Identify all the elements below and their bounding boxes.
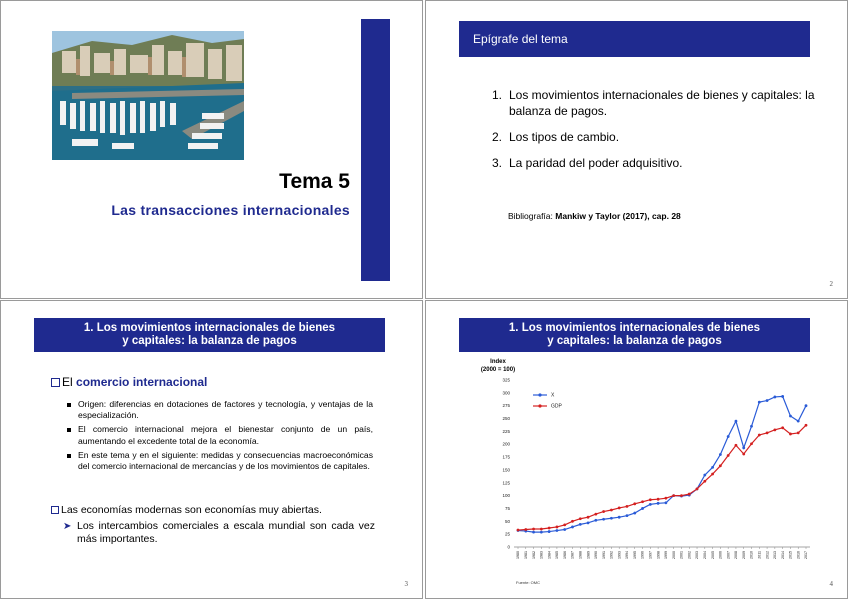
- bullet-item: Origen: diferencias en dotaciones de factores y tecnología, y ventajas de la especialización.: [65, 399, 373, 421]
- data-point-x: [805, 404, 808, 407]
- decorative-vertical-bar: [361, 19, 390, 281]
- data-point-gdp: [711, 473, 714, 476]
- x-tick-label: 2006: [718, 551, 723, 559]
- topic-number: 2.: [492, 130, 503, 144]
- x-tick-label: 1991: [601, 551, 606, 559]
- data-point-gdp: [633, 502, 636, 505]
- page-number: 3: [404, 580, 408, 588]
- data-point-gdp: [664, 497, 667, 500]
- x-tick-label: 1987: [570, 551, 575, 559]
- x-tick-label: 2014: [780, 551, 785, 559]
- data-point-gdp: [532, 528, 535, 531]
- x-tick-label: 2007: [726, 551, 731, 559]
- section-heading-2: [51, 504, 376, 516]
- data-point-x: [789, 415, 792, 418]
- y-tick-label: 200: [502, 441, 510, 447]
- chart-source: Fuente: OMC: [516, 580, 541, 585]
- x-tick-label: 2002: [687, 551, 692, 559]
- series-line-gdp: [518, 425, 806, 530]
- x-tick-label: 2009: [741, 551, 746, 559]
- data-point-x: [618, 516, 621, 519]
- data-point-gdp: [789, 433, 792, 436]
- data-point-gdp: [587, 516, 590, 519]
- x-tick-label: 2000: [671, 551, 676, 559]
- data-point-gdp: [696, 488, 699, 491]
- data-point-gdp: [742, 453, 745, 456]
- section-prefix: El: [62, 375, 73, 389]
- y-tick-label: 75: [504, 505, 510, 511]
- bibliography-reference: Mankiw y Taylor (2017), cap. 28: [555, 211, 681, 221]
- header-line-2: y capitales: la balanza de pagos: [547, 335, 722, 347]
- data-point-x: [571, 526, 574, 529]
- x-tick-label: 2016: [796, 551, 801, 559]
- data-point-x: [540, 531, 543, 534]
- data-point-gdp: [649, 498, 652, 501]
- data-point-gdp: [548, 527, 551, 530]
- data-point-gdp: [781, 426, 784, 429]
- data-point-gdp: [672, 494, 675, 497]
- y-tick-label: 50: [504, 518, 510, 524]
- data-point-x: [641, 507, 644, 510]
- x-tick-label: 2011: [757, 551, 762, 559]
- data-point-gdp: [657, 498, 660, 501]
- y-tick-label: 0: [507, 544, 510, 550]
- data-point-gdp: [758, 434, 761, 437]
- topic-item: [488, 155, 818, 171]
- data-point-x: [548, 530, 551, 533]
- data-point-gdp: [571, 520, 574, 523]
- data-point-gdp: [524, 528, 527, 531]
- x-tick-label: 1981: [523, 551, 528, 559]
- y-tick-label: 250: [502, 416, 510, 422]
- data-point-x: [626, 514, 629, 517]
- topic-text: La paridad del poder adquisitivo.: [509, 156, 683, 170]
- data-point-gdp: [556, 526, 559, 529]
- x-tick-label: 1990: [594, 551, 599, 559]
- data-point-gdp: [735, 444, 738, 447]
- y-tick-label: 175: [502, 454, 510, 460]
- data-point-x: [703, 474, 706, 477]
- legend-label-gdp: GDP: [551, 403, 562, 410]
- y-tick-label: 150: [502, 467, 510, 473]
- data-point-gdp: [688, 493, 691, 496]
- legend-marker-gdp: [538, 404, 541, 407]
- bullet-item: En este tema y en el siguiente: medidas y consecuencias macroeconómicas del comercio internacional de mercancías y de los movimientos de capitales.: [65, 450, 373, 472]
- data-point-x: [727, 435, 730, 438]
- section-title: comercio internacional: [76, 375, 208, 389]
- section-heading: [51, 375, 207, 389]
- data-point-gdp: [618, 507, 621, 510]
- y-tick-label: 300: [502, 390, 510, 396]
- x-tick-label: 2005: [710, 551, 715, 559]
- topic-list: [488, 87, 818, 181]
- page-number: 2: [829, 280, 833, 288]
- harbor-photo: [52, 31, 244, 160]
- x-tick-label: 1993: [617, 551, 622, 559]
- data-point-gdp: [727, 454, 730, 457]
- data-point-gdp: [750, 442, 753, 445]
- data-point-x: [657, 502, 660, 505]
- arrow-bullet-icon: ➤: [63, 521, 72, 532]
- x-tick-label: 1988: [578, 551, 583, 559]
- x-tick-label: 1984: [547, 551, 552, 559]
- series-line-x: [518, 396, 806, 532]
- x-tick-label: 1980: [516, 551, 521, 559]
- legend-label-x: X: [551, 392, 555, 399]
- data-point-x: [781, 395, 784, 398]
- x-tick-label: 1985: [555, 551, 560, 559]
- data-point-x: [532, 531, 535, 534]
- x-tick-label: 2003: [695, 551, 700, 559]
- data-point-gdp: [680, 494, 683, 497]
- data-point-x: [649, 503, 652, 506]
- slide-header: [459, 318, 810, 352]
- data-point-x: [750, 425, 753, 428]
- legend-marker-x: [538, 393, 541, 396]
- slide-subtitle: Las transacciones internacionales: [111, 202, 350, 218]
- header-line-1: 1. Los movimientos internacionales de bienes: [83, 322, 336, 334]
- topic-text: Los tipos de cambio.: [509, 130, 620, 144]
- topic-number: 3.: [492, 156, 503, 170]
- data-point-x: [556, 529, 559, 532]
- sub-point: [63, 520, 375, 546]
- x-tick-label: 2001: [679, 551, 684, 559]
- data-point-gdp: [563, 524, 566, 527]
- topic-item: [488, 129, 818, 145]
- x-tick-label: 1989: [586, 551, 591, 559]
- data-point-x: [587, 521, 590, 524]
- slide-1: [0, 0, 423, 299]
- x-tick-label: 2008: [734, 551, 739, 559]
- bullet-list: [65, 399, 373, 475]
- data-point-x: [766, 399, 769, 402]
- checkbox-bullet-icon: [51, 506, 59, 514]
- data-point-gdp: [805, 424, 808, 427]
- data-point-x: [579, 523, 582, 526]
- slide-3: [0, 300, 423, 599]
- data-point-x: [758, 401, 761, 404]
- data-point-x: [773, 396, 776, 399]
- data-point-x: [610, 517, 613, 520]
- data-point-gdp: [641, 500, 644, 503]
- data-point-gdp: [703, 480, 706, 483]
- x-tick-label: 1982: [531, 551, 536, 559]
- x-tick-label: 1997: [648, 551, 653, 559]
- data-point-gdp: [766, 432, 769, 435]
- x-tick-label: 2013: [773, 551, 778, 559]
- x-tick-label: 1986: [562, 551, 567, 559]
- x-tick-label: 1992: [609, 551, 614, 559]
- y-axis-label-line-2: (2000 = 100): [480, 367, 516, 373]
- data-point-x: [735, 420, 738, 423]
- sub-point-text: Los intercambios comerciales a escala mundial son cada vez más importantes.: [77, 520, 375, 545]
- data-point-x: [797, 420, 800, 423]
- data-point-x: [602, 518, 605, 521]
- y-tick-label: 325: [502, 377, 510, 383]
- data-point-x: [633, 512, 636, 515]
- data-point-gdp: [517, 529, 520, 532]
- x-tick-label: 1998: [656, 551, 661, 559]
- data-point-x: [594, 519, 597, 522]
- data-point-gdp: [773, 428, 776, 431]
- section2-text: Las economías modernas son economías muy abiertas.: [61, 504, 322, 516]
- x-tick-label: 2004: [703, 551, 708, 559]
- data-point-gdp: [602, 510, 605, 513]
- y-tick-label: 225: [502, 428, 510, 434]
- header-line-1: 1. Los movimientos internacionales de bienes: [508, 322, 761, 334]
- slide-header: [34, 318, 385, 352]
- x-tick-label: 1995: [632, 551, 637, 559]
- checkbox-bullet-icon: [51, 378, 60, 387]
- x-tick-label: 2012: [765, 551, 770, 559]
- data-point-gdp: [540, 528, 543, 531]
- data-point-gdp: [594, 513, 597, 516]
- x-tick-label: 2017: [804, 551, 809, 559]
- bibliography: [508, 211, 681, 221]
- data-point-x: [711, 466, 714, 469]
- slide-4: [425, 300, 848, 599]
- x-tick-label: 1994: [625, 551, 630, 559]
- y-tick-label: 125: [502, 480, 510, 486]
- y-axis-label-line-1: Index: [490, 359, 506, 365]
- data-point-gdp: [719, 464, 722, 467]
- x-tick-label: 1996: [640, 551, 645, 559]
- topic-text: Los movimientos internacionales de bienes y capitales: la balanza de pagos.: [509, 88, 815, 118]
- x-tick-label: 2010: [749, 551, 754, 559]
- x-tick-label: 1999: [664, 551, 669, 559]
- bibliography-label: Bibliografía:: [508, 211, 553, 221]
- data-point-x: [742, 446, 745, 449]
- data-point-gdp: [626, 505, 629, 508]
- data-point-x: [563, 528, 566, 531]
- data-point-x: [719, 453, 722, 456]
- data-point-gdp: [610, 509, 613, 512]
- y-tick-label: 100: [502, 493, 510, 499]
- slide-title: Tema 5: [279, 170, 350, 193]
- header-line-2: y capitales: la balanza de pagos: [122, 335, 297, 347]
- slide-2: [425, 0, 848, 299]
- y-tick-label: 275: [502, 403, 510, 409]
- data-point-x: [664, 501, 667, 504]
- trade-gdp-line-chart: [436, 355, 836, 587]
- page-number: 4: [829, 580, 833, 588]
- y-tick-label: 25: [504, 531, 510, 537]
- slide-header: Epígrafe del tema: [459, 21, 810, 57]
- bullet-item: El comercio internacional mejora el bienestar conjunto de un país, aumentando el excedente total de la economía.: [65, 424, 373, 446]
- data-point-gdp: [797, 432, 800, 435]
- x-tick-label: 2015: [788, 551, 793, 559]
- topic-item: [488, 87, 818, 119]
- data-point-gdp: [579, 517, 582, 520]
- topic-number: 1.: [492, 88, 503, 102]
- x-tick-label: 1983: [539, 551, 544, 559]
